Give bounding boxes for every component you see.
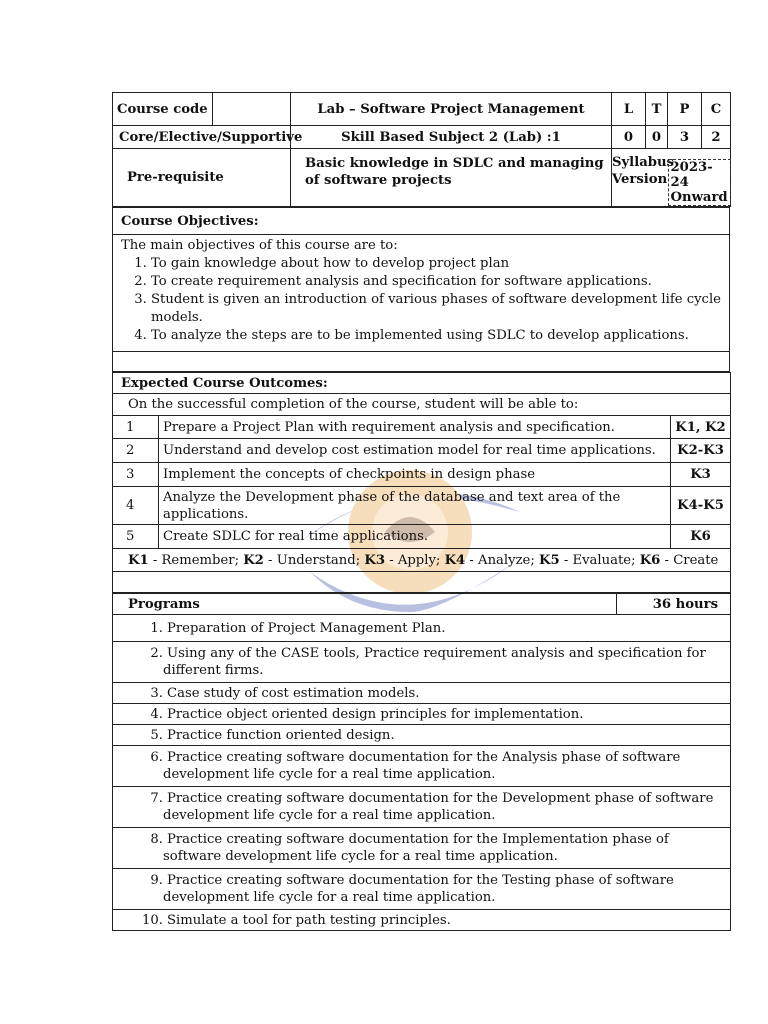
course-info-table (112, 92, 731, 207)
spacer-row (113, 352, 730, 372)
prerequisite-value (291, 149, 612, 207)
spacer-cell-2 (113, 572, 731, 593)
outcomes-heading: Expected Course Outcomes: (113, 373, 731, 394)
syllabus-line2: Version (612, 172, 668, 187)
version-line2: Onward (670, 190, 728, 205)
legend-key: K3 (364, 552, 385, 568)
outcome-row (113, 439, 731, 463)
outcome-text: Understand and develop cost estimation model for real time applications. (159, 439, 671, 463)
program-number: 3. (150, 685, 163, 701)
legend-text: - Evaluate; (559, 552, 640, 568)
programs-heading: Programs (113, 594, 617, 615)
course-code-row (113, 93, 731, 126)
outcome-text: Analyze the Development phase of the database and text area of the applications. (159, 487, 671, 525)
program-row (113, 828, 731, 869)
legend-key: K4 (444, 552, 466, 568)
outcome-text: Create SDLC for real time applications. (159, 525, 671, 549)
course-type-label: Core/Elective/Supportive (113, 126, 291, 149)
program-number: 10. (142, 912, 163, 928)
program-row (113, 642, 731, 683)
version-line1: 2023-24 (670, 160, 713, 190)
outcome-text: Prepare a Project Plan with requirement analysis and specification. (159, 416, 671, 439)
program-text: Practice object oriented design principles for implementation. (167, 706, 584, 722)
programs-heading-row (113, 594, 731, 615)
legend-row (113, 549, 731, 572)
program-item (113, 615, 731, 642)
program-row (113, 704, 731, 725)
course-title: Lab – Software Project Management (291, 93, 612, 126)
outcome-number: 5 (113, 525, 159, 549)
version-box (668, 159, 731, 206)
course-code-value (213, 93, 291, 126)
objectives-list (121, 255, 721, 345)
program-item (113, 828, 731, 869)
program-text: Practice creating software documentation for the Testing phase of software development life cycle for a real time application. (163, 873, 674, 905)
outcome-row (113, 525, 731, 549)
program-item (113, 725, 731, 746)
legend-key: K2 (243, 552, 264, 568)
objective-item: 2. To create requirement analysis and specification for software applications. (151, 273, 721, 291)
legend-text: - Remember; (148, 552, 244, 568)
outcomes-table (112, 372, 731, 593)
program-number: 8. (150, 832, 163, 847)
prerequisite-row (113, 149, 731, 207)
objectives-body (113, 235, 730, 352)
course-code-label: Course code (113, 93, 213, 126)
program-text: Practice creating software documentation for the Implementation phase of software development life cycle for a real time application. (163, 832, 669, 864)
program-text: Case study of cost estimation models. (167, 685, 420, 701)
val-t: 0 (646, 126, 668, 149)
legend-text: - Analyze; (465, 552, 539, 568)
legend-text: - Create (660, 552, 719, 568)
outcome-number: 1 (113, 416, 159, 439)
program-row (113, 725, 731, 746)
program-item (113, 642, 731, 683)
k-level-legend (113, 549, 731, 572)
program-item (113, 683, 731, 704)
outcomes-heading-row (113, 373, 731, 394)
col-p-header: P (668, 93, 702, 126)
program-number: 5. (150, 727, 163, 743)
outcomes-rows (113, 416, 731, 549)
outcome-number: 4 (113, 487, 159, 525)
legend-key: K6 (639, 552, 661, 568)
program-row (113, 746, 731, 787)
outcome-number: 2 (113, 439, 159, 463)
outcome-row (113, 463, 731, 487)
objectives-heading: Course Objectives: (113, 208, 730, 235)
program-item (113, 746, 731, 787)
objectives-table (112, 207, 730, 372)
outcome-text: Implement the concepts of checkpoints in design phase (159, 463, 671, 487)
course-type-row (113, 126, 731, 149)
program-row (113, 787, 731, 828)
program-number: 9. (150, 873, 163, 888)
program-number: 1. (150, 620, 163, 636)
prerequisite-line1: Basic knowledge in SDLC and managing (305, 156, 604, 171)
objective-item: 4. To analyze the steps are to be implemented using SDLC to develop applications. (151, 327, 721, 345)
outcome-k-level: K3 (671, 463, 731, 487)
legend-text: - Apply; (385, 552, 445, 568)
outcome-number: 3 (113, 463, 159, 487)
program-text: Practice function oriented design. (167, 727, 395, 743)
spacer-cell (113, 352, 730, 372)
program-text: Practice creating software documentation for the Development phase of software development life cycle for a real time application. (163, 791, 714, 823)
objectives-intro: The main objectives of this course are to: (121, 238, 398, 253)
outcome-k-level: K6 (671, 525, 731, 549)
program-text: Using any of the CASE tools, Practice requirement analysis and specification for different firms. (163, 646, 706, 678)
col-l-header: L (612, 93, 646, 126)
legend-key: K1 (128, 552, 149, 568)
program-number: 7. (150, 791, 163, 806)
program-item (113, 910, 731, 931)
programs-rows (113, 615, 731, 931)
prerequisite-label: Pre-requisite (113, 149, 291, 207)
outcome-row (113, 487, 731, 525)
program-item (113, 869, 731, 910)
objective-item: 3. Student is given an introduction of various phases of software development life cycle models. (151, 291, 721, 327)
programs-hours: 36 hours (617, 594, 731, 615)
val-c: 2 (702, 126, 731, 149)
program-number: 2. (150, 646, 163, 661)
col-t-header: T (646, 93, 668, 126)
program-text: Preparation of Project Management Plan. (167, 620, 446, 636)
outcomes-intro: On the successful completion of the course, student will be able to: (113, 394, 731, 416)
val-p: 3 (668, 126, 702, 149)
objectives-body-row (113, 235, 730, 352)
program-number: 4. (150, 706, 163, 722)
program-item (113, 704, 731, 725)
val-l: 0 (612, 126, 646, 149)
program-row (113, 910, 731, 931)
legend-key: K5 (538, 552, 560, 568)
outcome-k-level: K2-K3 (671, 439, 731, 463)
syllabus-version-label (612, 149, 674, 207)
syllabus-version-value (668, 149, 731, 207)
course-type-value: Skill Based Subject 2 (Lab) :1 (291, 126, 612, 149)
legend-text: - Understand; (263, 552, 365, 568)
prerequisite-line2: of software projects (305, 173, 452, 188)
outcome-k-level: K1, K2 (671, 416, 731, 439)
program-text: Simulate a tool for path testing principles. (167, 912, 451, 928)
col-c-header: C (702, 93, 731, 126)
program-row (113, 615, 731, 642)
program-number: 6. (150, 750, 163, 765)
spacer-row-2 (113, 572, 731, 593)
outcomes-intro-row (113, 394, 731, 416)
program-row (113, 869, 731, 910)
outcome-row (113, 416, 731, 439)
programs-table (112, 593, 731, 931)
program-row (113, 683, 731, 704)
syllabus-table-wrapper (112, 92, 730, 931)
program-text: Practice creating software documentation for the Analysis phase of software development life cycle for a real time application. (163, 750, 681, 782)
outcome-k-level: K4-K5 (671, 487, 731, 525)
objectives-heading-row (113, 208, 730, 235)
syllabus-line1: Syllabus (612, 155, 674, 170)
objective-item: 1. To gain knowledge about how to develop project plan (151, 255, 721, 273)
program-item (113, 787, 731, 828)
